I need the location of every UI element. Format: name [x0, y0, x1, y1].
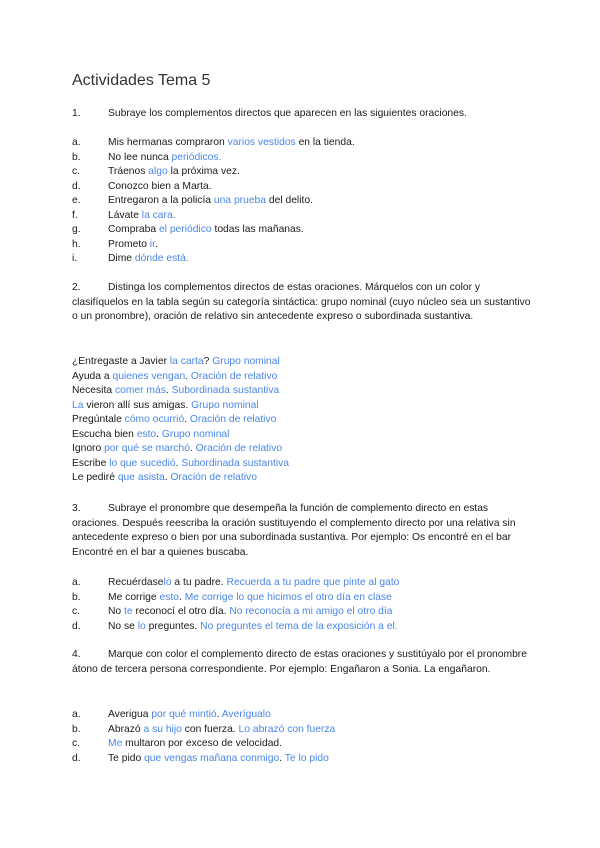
line-category: Subordinada sustantiva — [171, 385, 280, 396]
ex2-line — [72, 428, 229, 443]
line-answer: cómo ocurrió — [124, 414, 185, 425]
line-punct: . — [175, 457, 182, 469]
item-answer: una prueba — [213, 195, 267, 206]
item-text: No — [108, 606, 125, 617]
item-label: c. — [72, 166, 81, 177]
line-category: Oración de relativo — [190, 370, 278, 382]
item-answer: Me — [108, 738, 123, 749]
line-text: ¿Entregaste a Javier — [72, 356, 170, 367]
line-punct: . — [185, 370, 191, 382]
item-rewrite: Te lo pido — [284, 752, 329, 764]
item-text-end: del delito. — [266, 195, 313, 206]
item-answer: lo — [137, 620, 146, 632]
item-label: i. — [72, 253, 78, 264]
item-answer: esto — [159, 591, 179, 603]
item-text: Averigua — [108, 709, 152, 720]
item-label: c. — [72, 606, 81, 617]
item-answer: lo — [163, 577, 172, 588]
item-text-end: . — [154, 238, 158, 250]
line-punct: . — [184, 414, 190, 425]
line-answer: quienes vengan — [112, 370, 186, 382]
line-answer: esto — [136, 428, 157, 440]
ex2-number: 2. — [72, 282, 81, 293]
item-text: Compraba — [108, 224, 159, 235]
item-answer: periódicos. — [171, 151, 222, 163]
item-text: Lávate — [108, 209, 142, 221]
ex3-instruction — [72, 502, 532, 560]
line-text: Escribe — [72, 457, 110, 469]
item-text: No se — [108, 620, 138, 632]
item-label: a. — [72, 577, 81, 588]
line-text: Escucha bien — [72, 428, 137, 440]
item-answer: dónde está. — [134, 253, 189, 264]
item-text-end: la próxima vez. — [167, 166, 240, 177]
ex4-number: 4. — [72, 649, 81, 660]
line-punct: ? — [203, 356, 213, 367]
item-answer: a su hijo — [143, 723, 182, 735]
line-answer: que asista — [117, 472, 165, 483]
item-text: No lee nunca — [108, 151, 172, 163]
item-rewrite: No reconocía a mi amigo el otro día — [229, 606, 393, 617]
line-category: Subordinada sustantiva — [181, 457, 289, 469]
line-punct: . — [189, 443, 196, 454]
item-rewrite: Recuerda a tu padre que pinte al gato — [226, 577, 400, 588]
item-label: g. — [72, 224, 81, 235]
item-answer: el periódico — [158, 224, 212, 235]
ex1-instruction-text: Subraye los complementos directos que aparecen en las siguientes oraciones. — [108, 108, 467, 119]
item-label: a. — [72, 709, 81, 720]
ex2-instruction — [72, 281, 532, 325]
item-answer: algo — [148, 166, 168, 177]
item-label: b. — [72, 591, 81, 603]
item-text-end: reconocí el otro día. — [132, 606, 230, 617]
item-label: h. — [72, 238, 81, 250]
item-label: c. — [72, 738, 81, 749]
item-text-end: en la tienda. — [295, 137, 355, 148]
line-punct: . — [164, 472, 171, 483]
line-punct: . — [156, 428, 162, 440]
item-rewrite: Me corrige lo que hicimos el otro día en clase — [184, 591, 392, 603]
item-rewrite: No preguntes el tema de la exposición a el. — [200, 620, 398, 632]
item-label: d. — [72, 620, 81, 632]
item-text-end: preguntes. — [145, 620, 201, 632]
item-text-end: . — [279, 752, 285, 764]
ex2-instruction-text: Distinga los complementos directos de estas oraciones. Márquelos con un color y clasifíquelos en la tabla según su categoría sintáctica: grupo nominal (cuyo núcleo sea un sustantivo o un pronombre), oración de relativo sin antecedente expreso o subordinada sustantiva. — [72, 282, 531, 323]
item-label: d. — [72, 752, 81, 764]
line-category: Grupo nominal — [191, 399, 259, 411]
item-text: Me corrige — [108, 591, 160, 603]
line-category: Oración de relativo — [189, 414, 277, 425]
line-text: Ayuda a — [72, 370, 113, 382]
item-text-end: todas las mañanas. — [211, 224, 304, 235]
item-text-end: a tu padre. — [171, 577, 227, 588]
line-answer: la carta — [169, 356, 204, 367]
ex2-line — [72, 442, 282, 457]
line-answer: La — [72, 399, 84, 411]
ex2-line — [72, 413, 276, 428]
item-answer: varios vestidos — [227, 137, 296, 148]
item-text-end: con fuerza. — [181, 723, 239, 735]
ex2-line — [72, 355, 280, 370]
item-label: e. — [72, 195, 81, 206]
line-answer: lo que sucedió — [109, 457, 176, 469]
item-label: d. — [72, 180, 81, 192]
item-answer: ir — [149, 238, 155, 250]
item-text: Prometo — [108, 238, 150, 250]
line-category: Oración de relativo — [170, 472, 257, 483]
line-category: Grupo nominal — [212, 356, 280, 367]
ex2-line — [72, 384, 279, 399]
item-text: Tráenos — [108, 166, 149, 177]
item-answer: la cara. — [141, 209, 176, 221]
item-answer: te — [124, 606, 133, 617]
ex2-line — [72, 370, 277, 385]
item-answer: que vengas mañana conmigo — [144, 752, 280, 764]
item-label: b. — [72, 151, 81, 163]
ex1-number: 1. — [72, 108, 81, 119]
line-category: Oración de relativo — [195, 443, 283, 454]
line-text: Necesita — [72, 385, 115, 396]
page-title: Actividades Tema 5 — [72, 72, 211, 89]
line-punct: . — [165, 385, 172, 396]
line-text: Le pediré — [72, 472, 118, 483]
item-text: Mis hermanas compraron — [108, 137, 228, 148]
item-text: Recuérdase — [108, 577, 164, 588]
item-text: Entregaron a la policía — [108, 195, 214, 206]
line-text: Ignoro — [72, 443, 105, 454]
ex4-instruction — [72, 648, 532, 677]
item-label: f. — [72, 209, 78, 221]
item-label: a. — [72, 137, 81, 148]
ex4-instruction-text: Marque con color el complemento directo de estas oraciones y sustitúyalo por el pronombre átono de tercera persona correspondiente. Por ejemplo: Engañaron a Sonia. La engañaron. — [72, 649, 527, 675]
item-text: Abrazó — [108, 723, 144, 735]
item-text: Conozco bien a Marta. — [108, 180, 212, 192]
ex3-number: 3. — [72, 503, 81, 514]
ex2-line — [72, 471, 257, 486]
item-label: b. — [72, 723, 81, 735]
item-text-end: . — [178, 591, 185, 603]
line-answer: por qué se marchó — [104, 443, 190, 454]
line-category: Grupo nominal — [161, 428, 230, 440]
item-text: Dime — [108, 253, 135, 264]
item-rewrite: Lo abrazó con fuerza — [238, 723, 336, 735]
line-answer: comer más — [114, 385, 166, 396]
item-text-end: multaron por exceso de velocidad. — [122, 738, 283, 749]
line-text: Pregúntale — [72, 414, 125, 425]
item-text-end: . — [216, 709, 222, 720]
item-answer: por qué mintió — [151, 709, 217, 720]
ex2-line — [72, 399, 259, 414]
line-punct: vieron allí sus amigas. — [83, 399, 192, 411]
item-text: Te pido — [108, 752, 145, 764]
ex3-instruction-text: Subraye el pronombre que desempeña la función de complemento directo en estas oraciones. Después reescriba la oración sustituyendo el complemento directo por una relativa sin antecedente expreso o bien por una subordinada sustantiva. Por ejemplo: Os encontré en el bar Encontré en el bar a quienes buscaba. — [72, 503, 516, 558]
ex2-line — [72, 457, 289, 472]
item-rewrite: Averígualo — [221, 709, 271, 720]
